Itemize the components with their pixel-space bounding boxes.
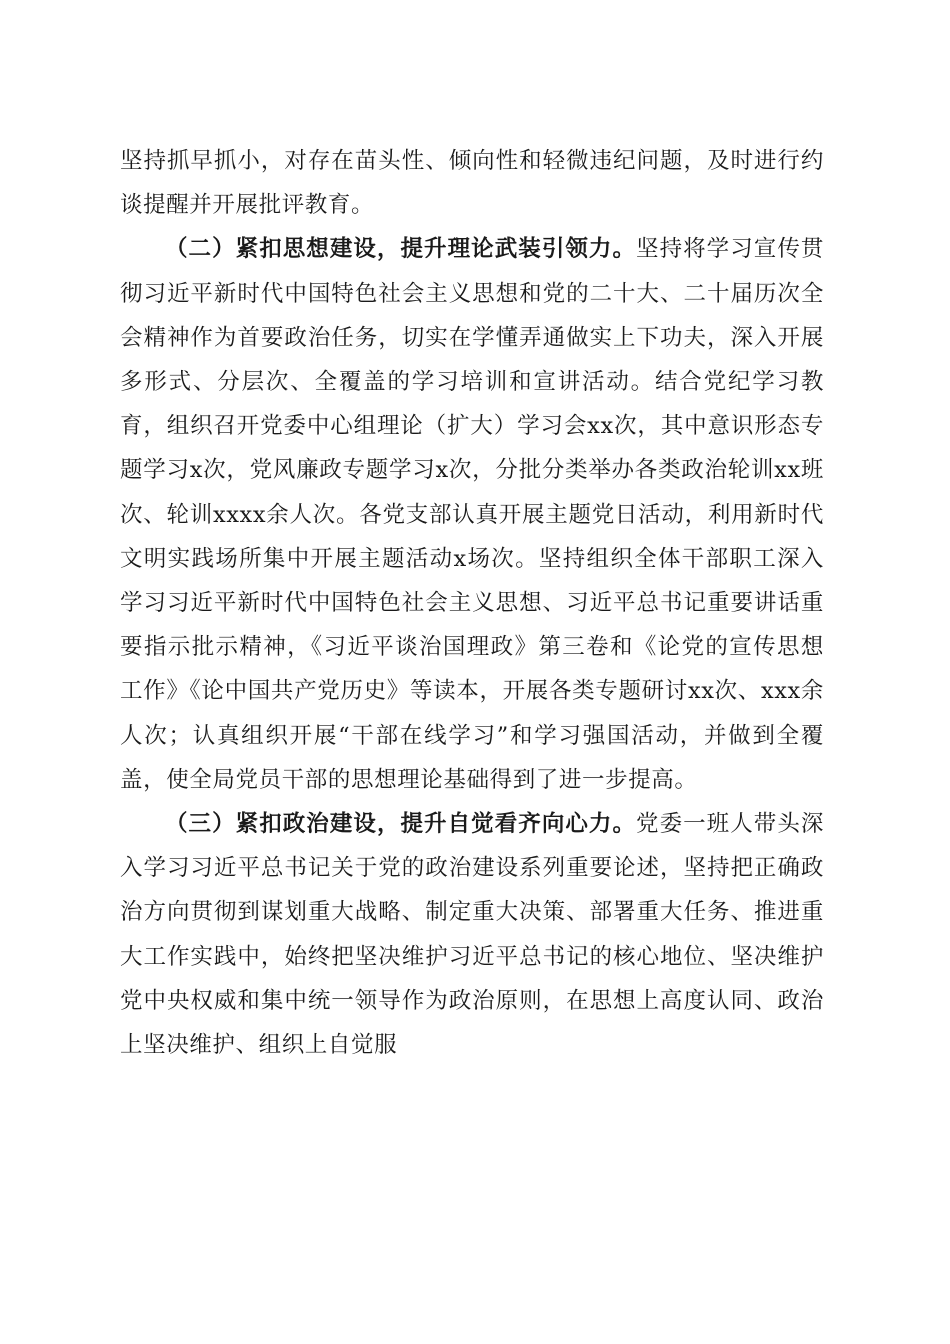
section-heading: （三）紧扣政治建设，提升自觉看齐向心力。 — [165, 811, 637, 838]
section-heading: （二）紧扣思想建设，提升理论武装引领力。 — [165, 236, 637, 263]
paragraph-text: 坚持将学习宣传贯彻习近平新时代中国特色社会主义思想和党的二十大、二十届历次全会精神作为首要政治任务，切实在学懂弄通做实上下功夫，深入开展多形式、分层次、全覆盖的学习培训和宣讲活动。结合党纪学习教育，组织召开党委中心组理论（扩大）学习会xx次，其中意识形态专题学习x次，党风廉政专题学习x次，分批分类举办各类政治轮训xx班次、轮训xxxx余人次。各党支部认真开展主题党日活动，利用新时代文明实践场所集中开展主题活动x场次。坚持组织全体干部职工深入学习习近平新时代中国特色社会主义思想、习近平总书记重要讲话重要指示批示精神，《习近平谈治国理政》第三卷和《论党的宣传思想工作》《论中国共产党历史》等读本，开展各类专题研讨xx次、xxx余人次；认真组织开展“干部在线学习”和学习强国活动，并做到全覆盖，使全局党员干部的思想理论基础得到了进一步提高。 — [120, 236, 824, 793]
paragraph-section-2 — [120, 227, 824, 802]
paragraph-text: 坚持抓早抓小，对存在苗头性、倾向性和轻微违纪问题，及时进行约谈提醒并开展批评教育。 — [120, 148, 824, 219]
paragraph-continuation — [120, 139, 824, 227]
paragraph-text: 党委一班人带头深入学习习近平总书记关于党的政治建设系列重要论述，坚持把正确政治方向贯彻到谋划重大战略、制定重大决策、部署重大任务、推进重大工作实践中，始终把坚决维护习近平总书记的核心地位、坚决维护党中央权威和集中统一领导作为政治原则，在思想上高度认同、政治上坚决维护、组织上自觉服 — [120, 811, 824, 1059]
document-body — [120, 139, 824, 1067]
paragraph-section-3 — [120, 802, 824, 1067]
